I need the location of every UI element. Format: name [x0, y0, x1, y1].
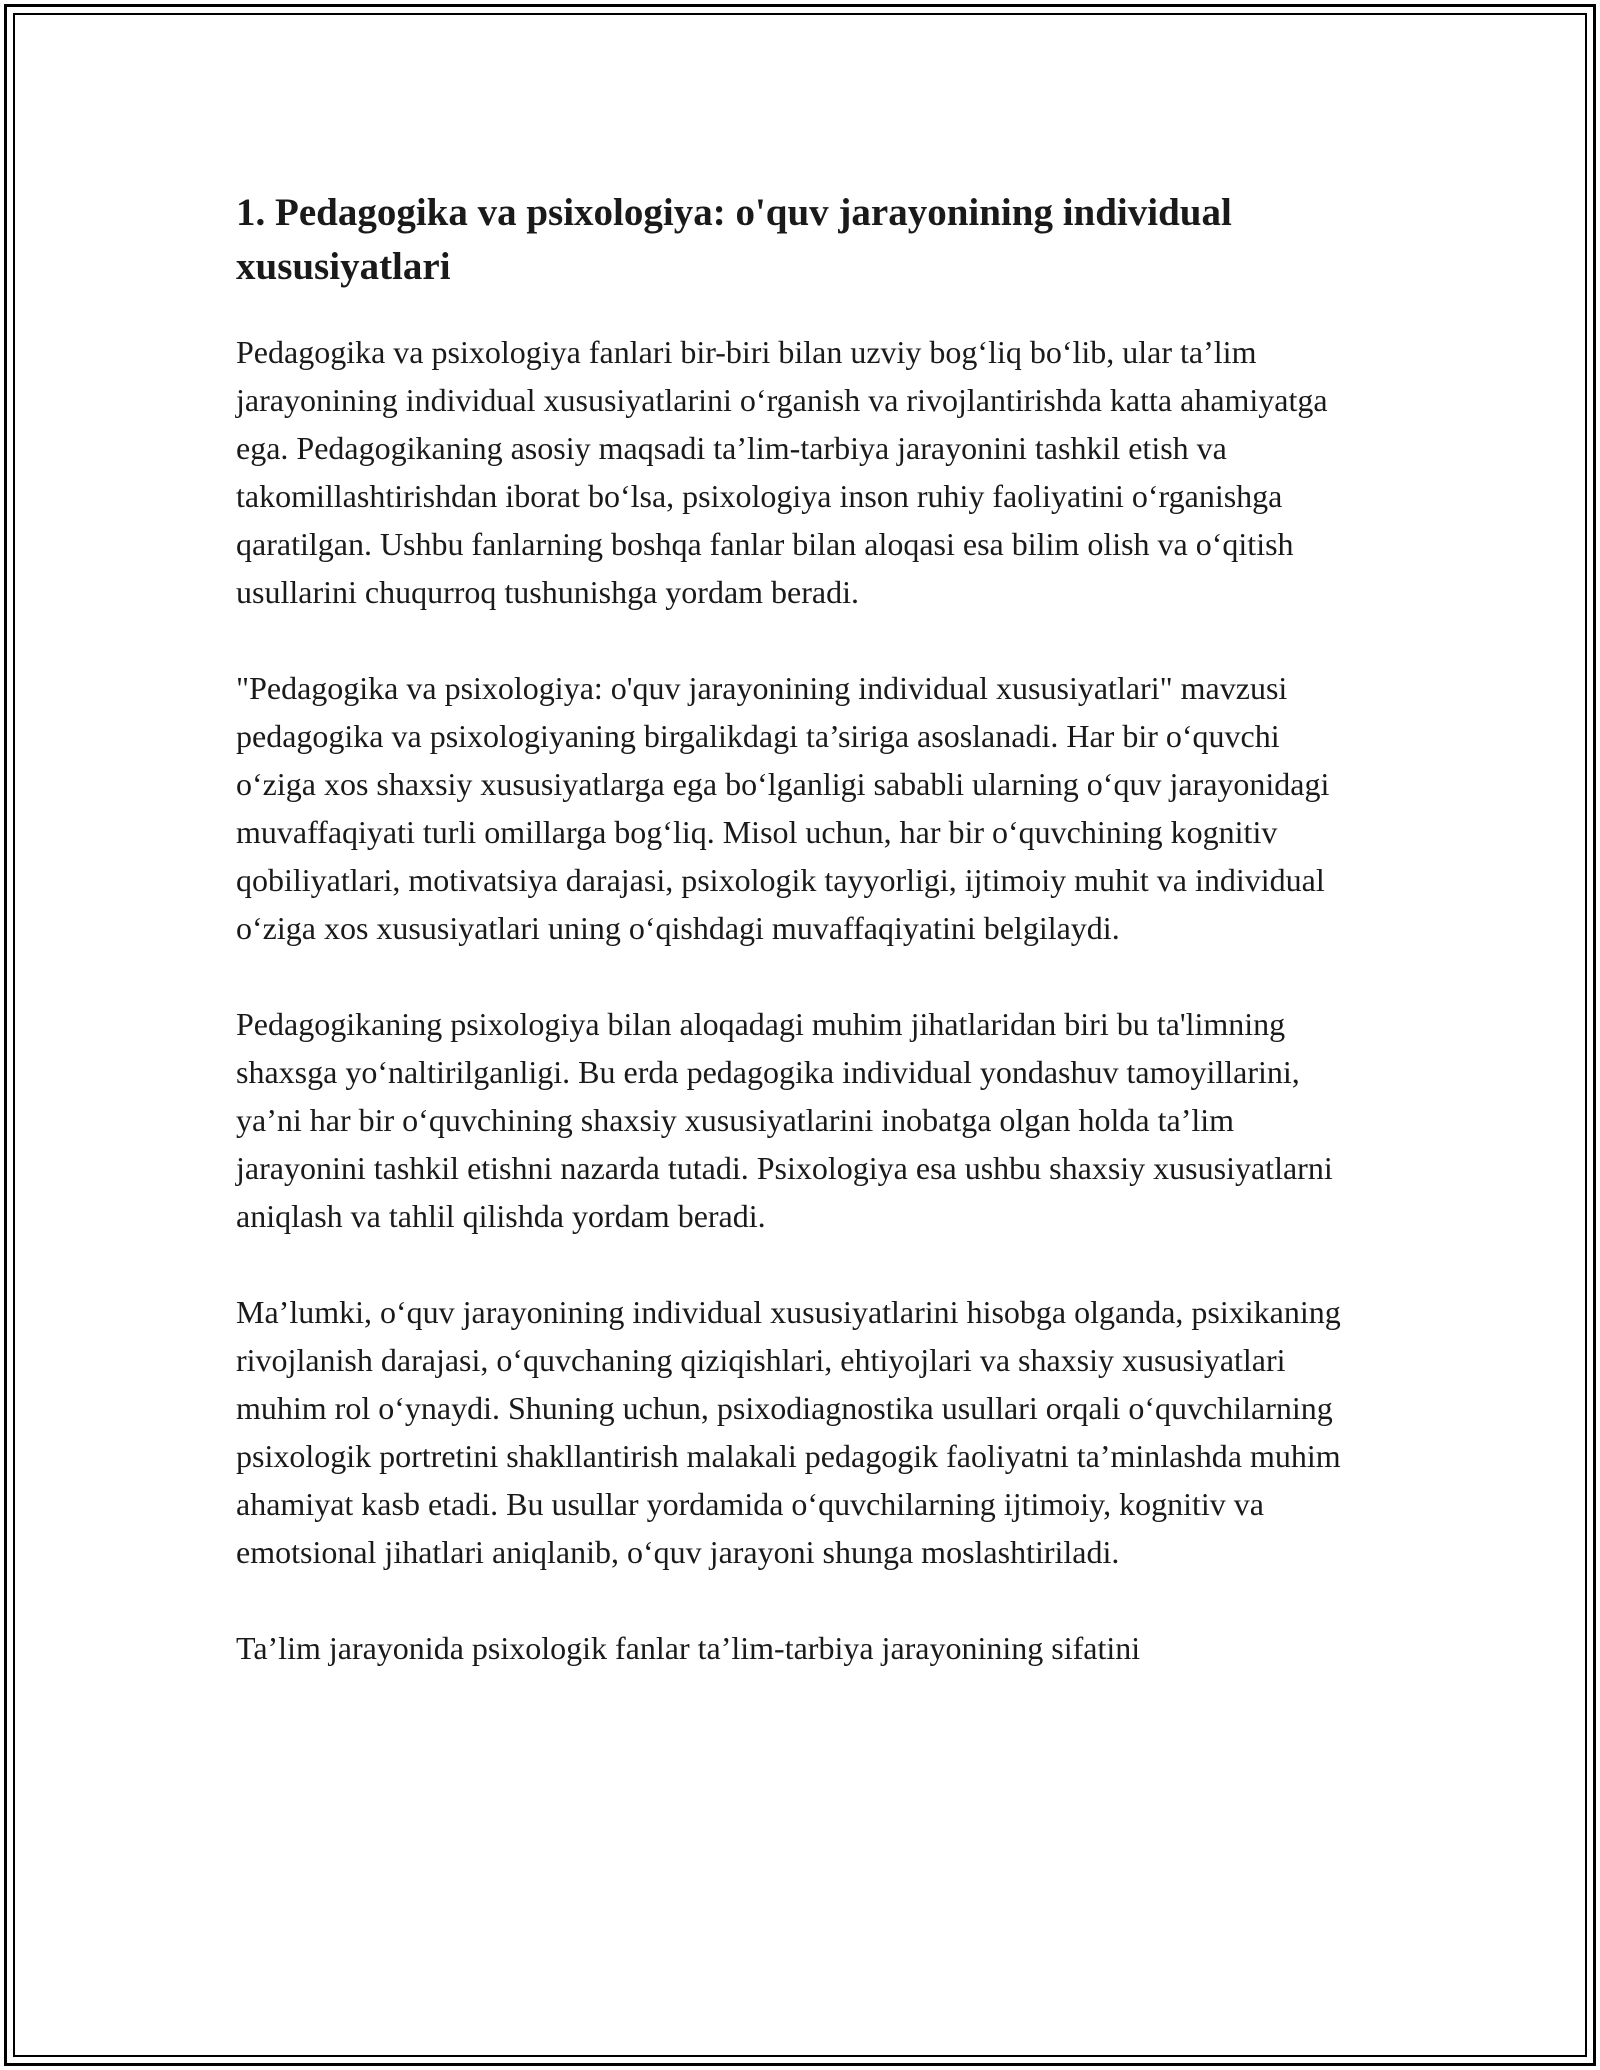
paragraph-1: Pedagogika va psixologiya fanlari bir-biri bilan uzviy bog‘liq bo‘lib, ular ta’lim jarayonining individual xususiyatlarini o‘rganish va rivojlantirishda katta ahamiyatga ega. Pedagogikaning asosiy maqsadi ta’lim-tarbiya jarayonini tashkil etish va takomillashtirishdan iborat bo‘lsa, psixologiya inson ruhiy faoliyatini o‘rganishga qaratilgan. Ushbu fanlarning boshqa fanlar bilan aloqasi esa bilim olish va o‘qitish usullarini chuqurroq tushunishga yordam beradi. [236, 334, 1328, 610]
paragraph-3: Pedagogikaning psixologiya bilan aloqadagi muhim jihatlaridan biri bu ta'limning shaxsga yo‘naltirilganligi. Bu erda pedagogika individual yondashuv tamoyillarini, ya’ni har bir o‘quvchining shaxsiy xususiyatlarini inobatga olgan holda ta’lim jarayonini tashkil etishni nazarda tutadi. Psixologiya esa ushbu shaxsiy xususiyatlarni aniqlash va tahlil qilishda yordam beradi. [236, 1006, 1333, 1234]
document-title: 1. Pedagogika va psixologiya: o'quv jarayonining individual xususiyatlari [236, 191, 1232, 288]
paragraph-5: Ta’lim jarayonida psixologik fanlar ta’lim-tarbiya jarayonining sifatini [236, 1630, 1141, 1666]
paragraph-2: "Pedagogika va psixologiya: o'quv jarayonining individual xususiyatlari" mavzusi pedagogika va psixologiyaning birgalikdagi ta’siriga asoslanadi. Har bir o‘quvchi o‘ziga xos shaxsiy xususiyatlarga ega bo‘lganligi sababli ularning o‘quv jarayonidagi muvaffaqiyati turli omillarga bog‘liq. Misol uchun, har bir o‘quvchining kognitiv qobiliyatlari, motivatsiya darajasi, psixologik tayyorligi, ijtimoiy muhit va individual o‘ziga xos xususiyatlari uning o‘qishdagi muvaffaqiyatini belgilaydi. [236, 670, 1330, 946]
document-body [236, 186, 1366, 1720]
paragraph-4: Ma’lumki, o‘quv jarayonining individual xususiyatlarini hisobga olganda, psixikaning rivojlanish darajasi, o‘quvchaning qiziqishlari, ehtiyojlari va shaxsiy xususiyatlari muhim rol o‘ynaydi. Shuning uchun, psixodiagnostika usullari orqali o‘quvchilarning psixologik portretini shakllantirish malakali pedagogik faoliyatni ta’minlashda muhim ahamiyat kasb etadi. Bu usullar yordamida o‘quvchilarning ijtimoiy, kognitiv va emotsional jihatlari aniqlanib, o‘quv jarayoni shunga moslashtiriladi. [236, 1294, 1341, 1570]
